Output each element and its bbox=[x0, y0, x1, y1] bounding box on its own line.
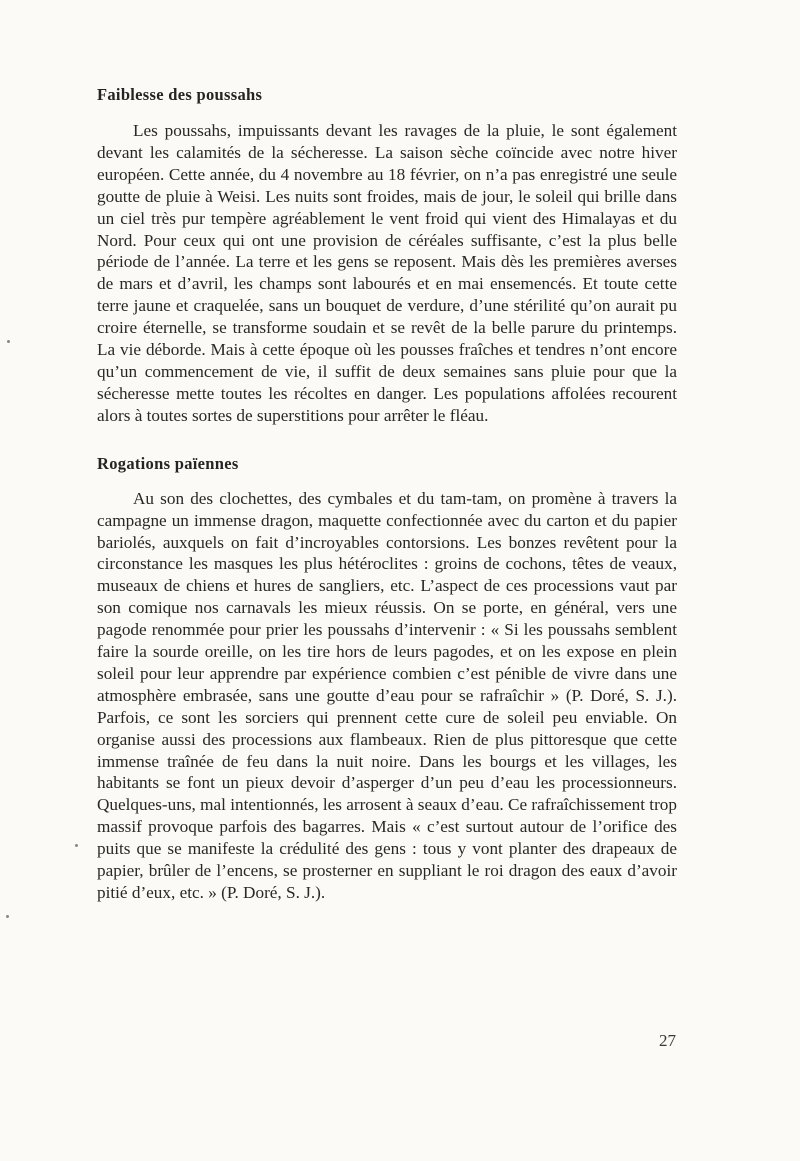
page-number: 27 bbox=[659, 1031, 676, 1050]
section-rogations bbox=[97, 453, 677, 904]
section-heading: Faiblesse des poussahs bbox=[97, 85, 263, 104]
margin-speck bbox=[75, 844, 78, 847]
body-paragraph: Au son des clochettes, des cymbales et du tam-tam, on promène à travers la campagne un immense dragon, maquette confectionnée avec du carton et du papier bariolés, auxquels on fait d’incroyables contorsions. Les bonzes revêtent pour la circonstance les masques les plus hétéroclites : groins de cochons, têtes de veaux, museaux de chiens et hures de sangliers, etc. L’aspect de ces processions vaut par son comique nos carnavals les mieux réussis. On se porte, en général, vers une pagode renommée pour prier les poussahs d’intervenir : « Si les poussahs semblent faire la sourde oreille, on les tire hors de leurs pagodes, et on les expose en plein soleil pour leur apprendre par expérience combien c’est pénible de vivre dans une atmosphère embrasée, sans une goutte d’eau pour se rafraîchir » (P. Doré, S. J.). Parfois, ce sont les sorciers qui prennent cette cure de soleil peu enviable. On organise aussi des processions aux flambeaux. Rien de plus pittoresque que cette immense traînée de feu dans la nuit noire. Dans les bourgs et les villages, les habitants se font un pieux devoir d’asperger d’un peu d’eau les processionneurs. Quelques-uns, mal intentionnés, les arrosent à seaux d’eau. Ce rafraîchissement trop massif provoque parfois des bagarres. Mais « c’est surtout autour de l’orifice des puits que se manifeste la crédulité des gens : tous y vont planter des drapeaux de papier, brûler de l’encens, se prosterner en suppliant le roi dragon des eaux d’avoir pitié d’eux, etc. » (P. Doré, S. J.). bbox=[97, 488, 677, 902]
section-faiblesse bbox=[97, 84, 677, 427]
body-paragraph: Les poussahs, impuissants devant les ravages de la pluie, le sont également devant les calamités de la sécheresse. La saison sèche coïncide avec notre hiver européen. Cette année, du 4 novembre au 18 février, on n’a pas enregistré une seule goutte de pluie à Weisi. Les nuits sont froides, mais de jour, le soleil qui brille dans un ciel très pur tempère agréablement le vent froid qui vient des Himalayas et du Nord. Pour ceux qui ont une provision de céréales suffisante, c’est la plus belle période de l’année. La terre et les gens se reposent. Mais dès les premières averses de mars et d’avril, les champs sont labourés et en mai ensemencés. Et toute cette terre jaune et craquelée, sans un bouquet de verdure, d’une stérilité qu’on aurait pu croire éternelle, se transforme soudain et se revêt de la belle parure du printemps. La vie déborde. Mais à cette époque où les pousses fraîches et tendres n’ont encore qu’un commencement de vie, il suffit de deux semaines sans pluie pour que la sécheresse mette toutes les récoltes en danger. Les populations affolées recourent alors à toutes sortes de superstitions pour arrêter le fléau. bbox=[97, 121, 677, 425]
margin-speck bbox=[6, 915, 9, 918]
text-column bbox=[97, 84, 677, 904]
margin-speck bbox=[7, 340, 10, 343]
section-heading: Rogations païennes bbox=[97, 453, 239, 473]
